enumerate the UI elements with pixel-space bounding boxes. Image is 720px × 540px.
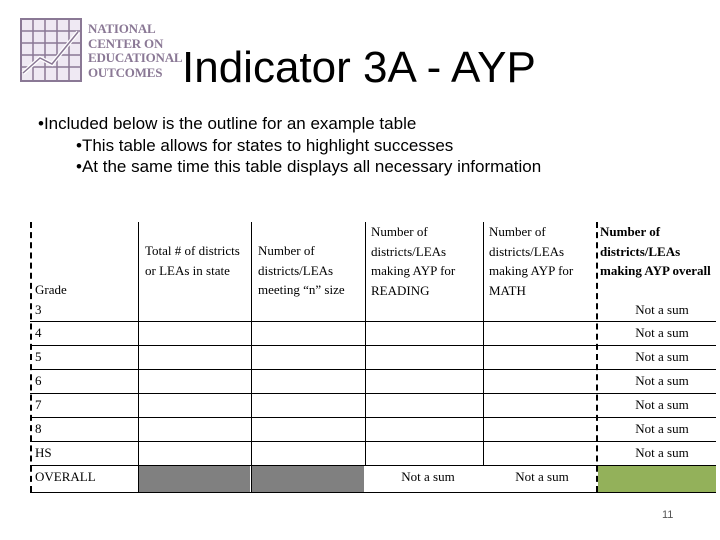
overall-reading-value: Not a sum [401,469,455,484]
header-math: Number of districts/LEAs making AYP for MATH [489,224,574,298]
bullet-item: •At the same time this table displays all necessary information [76,157,542,176]
overall-value: Not a sum [635,397,689,412]
row-divider [30,393,716,394]
table-left-border [30,222,32,492]
row-grade-label: HS [35,445,52,460]
overall-value: Not a sum [635,302,689,317]
row-grade-label: 4 [35,325,42,340]
row-grade-label: 8 [35,421,42,436]
row-divider [30,465,716,466]
overall-math-value: Not a sum [515,469,569,484]
column-divider [483,222,484,465]
overall-row-label: OVERALL [35,469,96,484]
logo-wordmark [88,22,184,80]
grid-chart-icon [20,18,82,82]
row-divider [30,417,716,418]
gray-cell-total [138,465,250,492]
table-bottom-border [30,492,716,493]
logo-line: EDUCATIONAL [88,50,183,65]
column-divider [138,222,139,492]
header-grade: Grade [35,282,67,297]
overall-value: Not a sum [635,349,689,364]
overall-value: Not a sum [635,373,689,388]
logo-line: NATIONAL [88,21,156,36]
row-grade-label: 3 [35,302,42,317]
row-divider [30,369,716,370]
gray-cell-n-size [252,465,364,492]
logo-line: CENTER ON [88,35,164,51]
row-grade-label: 5 [35,349,42,364]
row-grade-label: 7 [35,397,42,412]
overall-value: Not a sum [635,325,689,340]
column-divider-dashed [596,222,598,492]
row-divider [30,345,716,346]
row-grade-label: 6 [35,373,42,388]
header-reading: Number of districts/LEAs making AYP for READING [371,224,456,298]
header-total: Total # of districts or LEAs in state [145,243,240,278]
row-divider [30,441,716,442]
slide-title: Indicator 3A - AYP [182,43,536,92]
nceo-logo [20,18,183,86]
page-number: 11 [662,509,674,521]
ayp-table [30,222,716,492]
bullet-item: •This table allows for states to highlight successes [76,135,454,155]
overall-value: Not a sum [635,421,689,436]
header-overall: Number of districts/LEAs making AYP overall [600,224,711,278]
row-divider [30,321,716,322]
logo-line: OUTCOMES [88,64,163,80]
header-n-size: Number of districts/LEAs meeting “n” size [258,243,345,297]
bullet-list [38,113,541,178]
green-cell-overall [598,465,716,492]
bullet-item: •Included below is the outline for an example table [38,114,417,133]
overall-value: Not a sum [635,445,689,460]
column-divider [365,222,366,465]
column-divider [251,222,252,492]
